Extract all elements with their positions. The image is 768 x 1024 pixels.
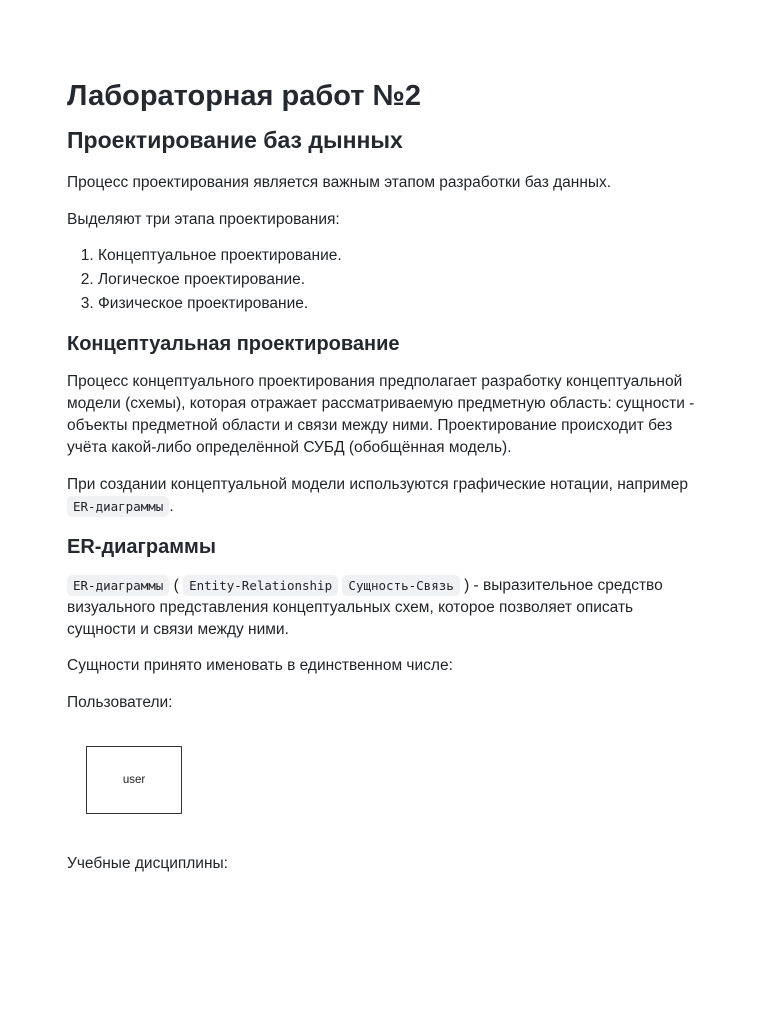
list-item: 1. Концептуальное проектирование. — [98, 244, 701, 268]
notation-end: . — [169, 498, 174, 515]
open-paren: ( — [173, 577, 179, 594]
section-heading-design: Проектирование баз дынных — [67, 127, 403, 153]
stages-list — [67, 244, 701, 316]
er-description: ) - выразительное средство визуального представления концептуальных схем, которое позволяет описать сущности и связи между ними. — [67, 577, 663, 638]
conceptual-paragraph: Процесс концептуального проектирования предполагает разработку концептуальной модели (схемы), которая отражает рассматриваемую предметную область: сущности - объекты предметной области и связи между ними. Проектирование происходит без учёта какой-либо определённой СУБД (обобщённая модель). — [67, 373, 695, 456]
entity-label: user — [122, 774, 146, 786]
section-heading-conceptual: Концептуальная проектирование — [67, 333, 400, 355]
notation-paragraph — [67, 474, 701, 518]
inline-code: Entity-Relationship — [183, 575, 338, 596]
user-entity-box — [86, 746, 182, 814]
notation-text: При создании концептуальной модели используются графические нотации, например — [67, 476, 688, 493]
inline-code: Сущность-Связь — [342, 575, 459, 596]
users-label: Пользователи: — [67, 694, 173, 711]
list-item: 2. Логическое проектирование. — [98, 268, 701, 292]
intro-paragraph: Процесс проектирования является важным этапом разработки баз данных. — [67, 174, 612, 191]
stages-lead-paragraph: Выделяют три этапа проектирования: — [67, 211, 340, 228]
section-heading-er: ER-диаграммы — [67, 536, 216, 558]
page-title: Лабораторная работ №2 — [67, 80, 422, 112]
er-paragraph — [67, 575, 701, 641]
list-item: 3. Физическое проектирование. — [98, 292, 701, 316]
inline-code: ER-диаграммы — [67, 575, 169, 596]
naming-paragraph: Сущности принято именовать в единственном числе: — [67, 657, 453, 674]
inline-code: ER-диаграммы — [67, 496, 169, 517]
disciplines-label: Учебные дисциплины: — [67, 855, 228, 872]
